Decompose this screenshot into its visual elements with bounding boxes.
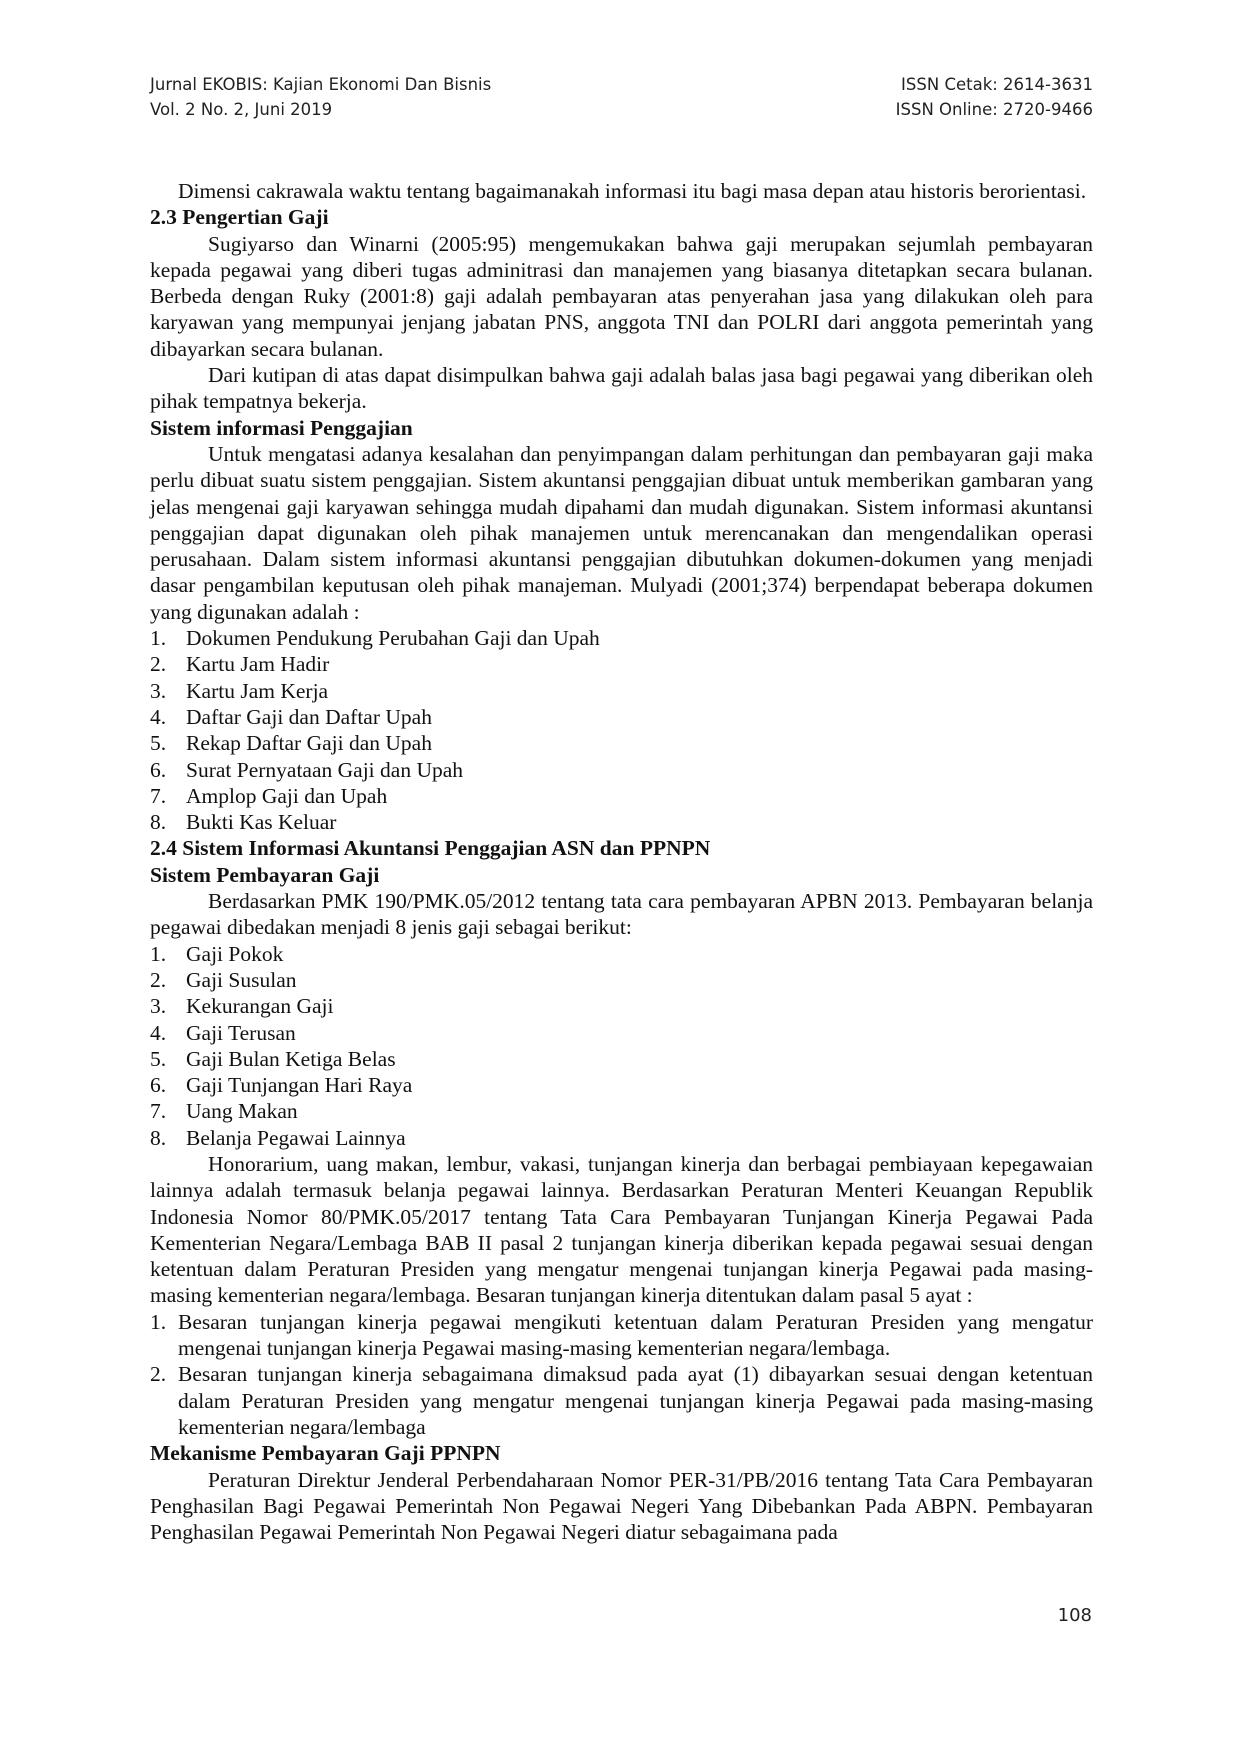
list-text: Amplop Gaji dan Upah bbox=[186, 783, 388, 808]
subheading-mekanisme: Mekanisme Pembayaran Gaji PPNPN bbox=[150, 1441, 501, 1466]
list-text: Dokumen Pendukung Perubahan Gaji dan Upah bbox=[186, 626, 600, 651]
list-number: 4. bbox=[150, 704, 167, 729]
list-number: 5. bbox=[150, 1046, 167, 1071]
header-row-1 bbox=[150, 72, 1093, 97]
list-text: Gaji Pokok bbox=[186, 941, 284, 966]
list-number: 1. bbox=[150, 1309, 167, 1334]
list-number: 7. bbox=[150, 783, 167, 808]
page-number: 108 bbox=[1057, 1605, 1092, 1626]
section-heading-2-4: 2.4 Sistem Informasi Akuntansi Penggajian ASN dan PPNPN bbox=[150, 836, 711, 861]
subheading-sistem-pembayaran: Sistem Pembayaran Gaji bbox=[150, 862, 380, 887]
list-jenis-gaji bbox=[150, 941, 1093, 1151]
list-number: 1. bbox=[150, 941, 167, 966]
list-number: 3. bbox=[150, 678, 167, 703]
list-item bbox=[150, 783, 1093, 809]
issn-online: ISSN Online: 2720-9466 bbox=[895, 100, 1093, 119]
list-item bbox=[150, 730, 1093, 756]
list-number: 6. bbox=[150, 1073, 167, 1098]
list-item bbox=[150, 993, 1093, 1019]
list-text: Kartu Jam Hadir bbox=[186, 652, 330, 677]
list-item bbox=[150, 1309, 1093, 1362]
list-number: 5. bbox=[150, 731, 167, 756]
list-ayat bbox=[150, 1309, 1093, 1440]
list-item bbox=[150, 809, 1093, 835]
list-item bbox=[150, 704, 1093, 730]
paragraph-pembayaran: Berdasarkan PMK 190/PMK.05/2012 tentang tata cara pembayaran APBN 2013. Pembayaran belanja pegawai dibedakan menjadi 8 jenis gaji sebagai berikut: bbox=[150, 889, 1093, 940]
paragraph-intro: Dimensi cakrawala waktu tentang bagaimanakah informasi itu bagi masa depan atau historis berorientasi. bbox=[178, 179, 1087, 203]
list-item bbox=[150, 757, 1093, 783]
paragraph-mekanisme: Peraturan Direktur Jenderal Perbendaharaan Nomor PER-31/PB/2016 tentang Tata Cara Pembayaran Penghasilan Bagi Pegawai Pemerintah Non Pegawai Negeri Yang Dibebankan Pada ABPN. Pembayaran Penghasilan Pegawai Pemerintah Non Pegawai Negeri diatur sebagaimana pada bbox=[150, 1467, 1093, 1545]
volume-info: Vol. 2 No. 2, Juni 2019 bbox=[150, 100, 333, 119]
subheading-sistem-informasi: Sistem informasi Penggajian bbox=[150, 415, 413, 440]
list-text: Belanja Pegawai Lainnya bbox=[186, 1125, 406, 1150]
list-text: Besaran tunjangan kinerja pegawai mengikuti ketentuan dalam Peraturan Presiden yang mengatur mengenai tunjangan kinerja Pegawai masing-masing kementerian negara/lembaga. bbox=[178, 1309, 1093, 1361]
list-item bbox=[150, 1098, 1093, 1124]
list-text: Besaran tunjangan kinerja sebagaimana dimaksud pada ayat (1) dibayarkan sesuai dengan ketentuan dalam Peraturan Presiden yang mengatur mengenai tunjangan kinerja Pegawai pada masing-masing kementerian negara/lembaga bbox=[178, 1362, 1093, 1439]
list-number: 6. bbox=[150, 757, 167, 782]
list-item bbox=[150, 1125, 1093, 1151]
issn-print: ISSN Cetak: 2614-3631 bbox=[901, 75, 1093, 94]
journal-title: Jurnal EKOBIS: Kajian Ekonomi Dan Bisnis bbox=[150, 75, 492, 94]
paragraph-honorarium: Honorarium, uang makan, lembur, vakasi, tunjangan kinerja dan berbagai pembiayaan kepegawaian lainnya adalah termasuk belanja pegawai lainnya. Berdasarkan Peraturan Menteri Keuangan Republik Indonesia Nomor 80/PMK.05/2017 tentang Tata Cara Pembayaran Tunjangan Kinerja Pegawai Pada Kementerian Negara/Lembaga BAB II pasal 2 tunjangan kinerja diberikan kepada pegawai sesuai dengan ketentuan dalam Peraturan Presiden yang mengatur mengenai tunjangan kinerja Pegawai pada masing-masing kementerian negara/lembaga. Besaran tunjangan kinerja ditentukan dalam pasal 5 ayat : bbox=[150, 1151, 1093, 1308]
list-text: Surat Pernyataan Gaji dan Upah bbox=[186, 757, 464, 782]
article-body bbox=[150, 178, 1093, 1545]
list-item bbox=[150, 1046, 1093, 1072]
list-number: 8. bbox=[150, 1125, 167, 1150]
list-item bbox=[150, 651, 1093, 677]
list-text: Gaji Tunjangan Hari Raya bbox=[186, 1073, 413, 1098]
list-number: 7. bbox=[150, 1099, 167, 1124]
list-number: 2. bbox=[150, 1362, 167, 1387]
list-item bbox=[150, 1020, 1093, 1046]
list-number: 3. bbox=[150, 994, 167, 1019]
list-number: 4. bbox=[150, 1020, 167, 1045]
list-text: Kekurangan Gaji bbox=[186, 994, 334, 1019]
list-text: Kartu Jam Kerja bbox=[186, 678, 329, 703]
paragraph-sistem: Untuk mengatasi adanya kesalahan dan penyimpangan dalam perhitungan dan pembayaran gaji maka perlu dibuat suatu sistem penggajian. Sistem akuntansi penggajian dibuat untuk memberikan gambaran yang jelas mengenai gaji karyawan sehingga mudah dipahami dan mudah digunakan. Sistem informasi akuntansi penggajian dapat digunakan oleh pihak manajemen untuk merencanakan dan mengendalikan operasi perusahaan. Dalam sistem informasi akuntansi penggajian dibutuhkan dokumen-dokumen yang menjadi dasar pengambilan keputusan oleh pihak manajeman. Mulyadi (2001;374) berpendapat beberapa dokumen yang digunakan adalah : bbox=[150, 441, 1093, 624]
list-text: Gaji Terusan bbox=[186, 1020, 296, 1045]
list-text: Bukti Kas Keluar bbox=[186, 810, 337, 835]
list-number: 8. bbox=[150, 810, 167, 835]
list-text: Gaji Susulan bbox=[186, 967, 297, 992]
list-number: 1. bbox=[150, 626, 167, 651]
list-item bbox=[150, 967, 1093, 993]
list-item bbox=[150, 1072, 1093, 1098]
list-item bbox=[150, 1361, 1093, 1440]
list-item bbox=[150, 941, 1093, 967]
paragraph-gaji-1: Sugiyarso dan Winarni (2005:95) mengemukakan bahwa gaji merupakan sejumlah pembayaran kepada pegawai yang diberi tugas adminitrasi dan manajemen yang biasanya ditetapkan secara bulanan. Berbeda dengan Ruky (2001:8) gaji adalah pembayaran atas penyerahan jasa yang dilakukan oleh para karyawan yang mempunyai jenjang jabatan PNS, anggota TNI dan POLRI dari anggota pemerintah yang dibayarkan secara bulanan. bbox=[150, 231, 1093, 361]
list-text: Daftar Gaji dan Daftar Upah bbox=[186, 704, 432, 729]
list-text: Gaji Bulan Ketiga Belas bbox=[186, 1046, 396, 1071]
list-item bbox=[150, 678, 1093, 704]
paragraph-gaji-2: Dari kutipan di atas dapat disimpulkan bahwa gaji adalah balas jasa bagi pegawai yang diberikan oleh pihak tempatnya bekerja. bbox=[150, 363, 1093, 414]
section-heading-2-3: 2.3 Pengertian Gaji bbox=[150, 205, 329, 230]
list-text: Uang Makan bbox=[186, 1099, 298, 1124]
list-text: Rekap Daftar Gaji dan Upah bbox=[186, 731, 432, 756]
list-number: 2. bbox=[150, 967, 167, 992]
header-row-2 bbox=[150, 97, 1093, 122]
list-item bbox=[150, 625, 1093, 651]
list-number: 2. bbox=[150, 652, 167, 677]
list-dokumen bbox=[150, 625, 1093, 835]
running-header bbox=[150, 72, 1093, 122]
